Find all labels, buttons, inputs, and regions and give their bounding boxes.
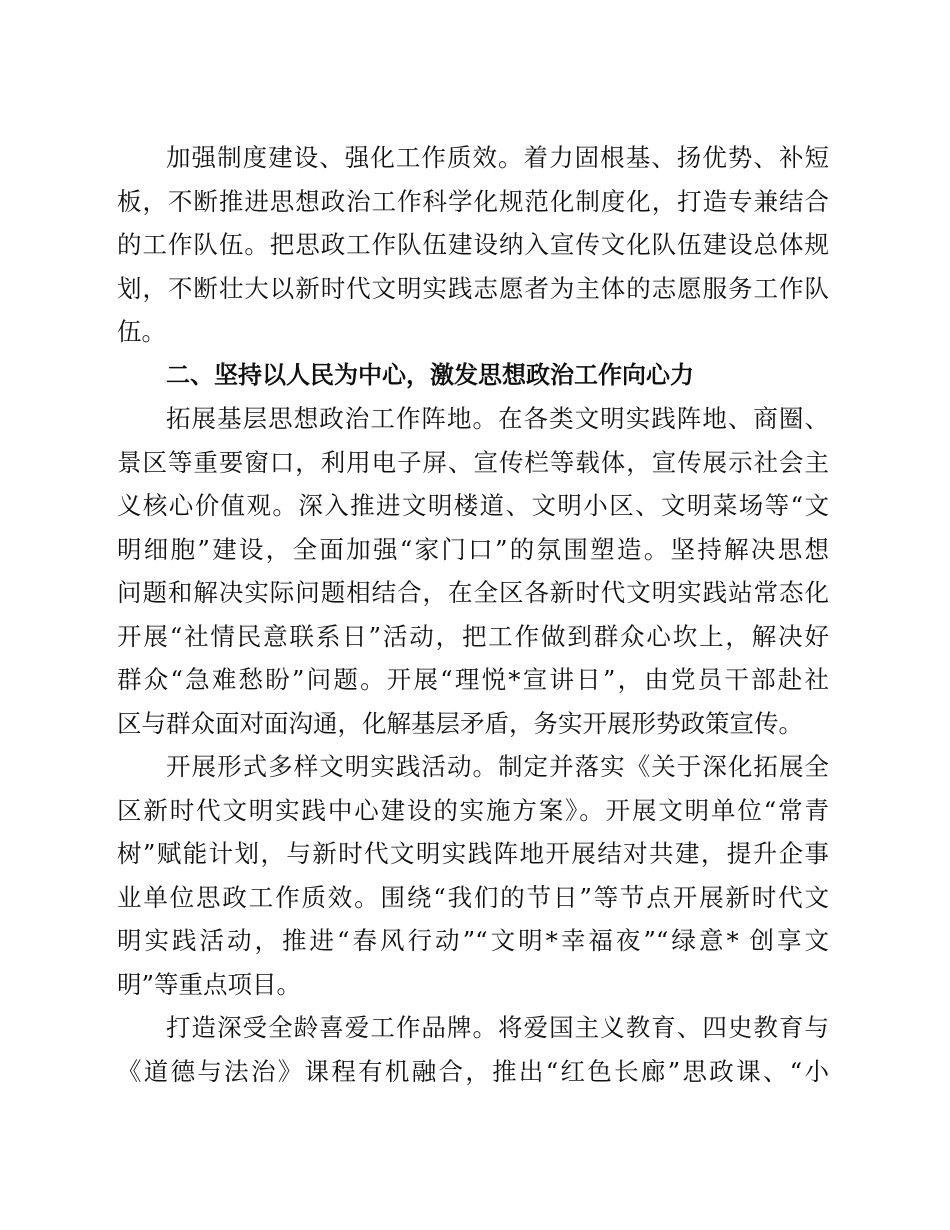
text-line: 的工作队伍。把思政工作队伍建设纳入宣传文化队伍建设总体规 xyxy=(117,230,829,259)
text-line: 开展形式多样文明实践活动。制定并落实《关于深化拓展全 xyxy=(166,752,829,781)
section-heading xyxy=(117,354,829,398)
text-line: 加强制度建设、强化工作质效。着力固根基、扬优势、补短 xyxy=(166,143,829,172)
paragraph-grassroots-positions xyxy=(117,397,829,745)
text-line: 划，不断壮大以新时代文明实践志愿者为主体的志愿服务工作队 xyxy=(117,273,829,303)
text-line: 伍。 xyxy=(117,317,166,346)
paragraph-work-brand xyxy=(117,1006,829,1093)
document-page xyxy=(117,136,829,1093)
text-line: 《道德与法治》课程有机融合，推出“红色长廊”思政课、“小 xyxy=(117,1056,829,1086)
text-line: 业单位思政工作质效。围绕“我们的节日”等节点开展新时代文 xyxy=(117,882,829,912)
text-line: 群众“急难愁盼”问题。开展“理悦*宣讲日”，由党员干部赴社 xyxy=(117,665,829,694)
text-line: 打造深受全龄喜爱工作品牌。将爱国主义教育、四史教育与 xyxy=(166,1013,829,1042)
text-line: 区新时代文明实践中心建设的实施方案》。开展文明单位“常青 xyxy=(117,795,829,825)
heading-text: 二、坚持以人民为中心，激发思想政治工作向心力 xyxy=(166,360,694,389)
text-line: 开展“社情民意联系日”活动，把工作做到群众心坎上，解决好 xyxy=(117,621,829,651)
text-line: 义核心价值观。深入推进文明楼道、文明小区、文明菜场等“文 xyxy=(117,491,829,520)
text-line: 明实践活动，推进“春风行动”“文明*幸福夜”“绿意* 创享文 xyxy=(117,926,829,955)
text-line: 拓展基层思想政治工作阵地。在各类文明实践阵地、商圈、 xyxy=(166,404,829,433)
text-line: 树”赋能计划，与新时代文明实践阵地开展结对共建，提升企事 xyxy=(117,839,829,868)
text-line: 问题和解决实际问题相结合，在全区各新时代文明实践站常态化 xyxy=(117,578,829,607)
paragraph-civilization-activities xyxy=(117,745,829,1006)
text-line: 板，不断推进思想政治工作科学化规范化制度化，打造专兼结合 xyxy=(117,186,829,216)
text-line: 明细胞”建设，全面加强“家门口”的氛围塑造。坚持解决思想 xyxy=(117,534,829,564)
text-line: 区与群众面对面沟通，化解基层矛盾，务实开展形势政策宣传。 xyxy=(117,708,803,738)
text-line: 明”等重点项目。 xyxy=(117,969,302,999)
text-line: 景区等重要窗口，利用电子屏、宣传栏等载体，宣传展示社会主 xyxy=(117,447,829,477)
paragraph-institution-building xyxy=(117,136,829,354)
